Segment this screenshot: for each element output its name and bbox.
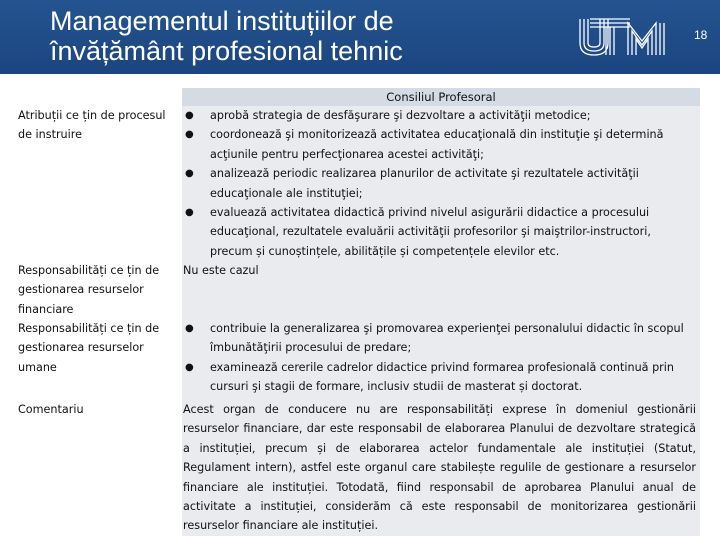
list-item xyxy=(182,358,700,397)
row-label-resurse-financiare: Responsabilități ce țin de gestionarea resurselor financiare xyxy=(18,264,160,316)
list-resurse-umane xyxy=(182,319,700,397)
bullet-icon: ● xyxy=(185,207,194,219)
list-item xyxy=(182,164,700,203)
row-label-resurse-umane: Responsabilități ce țin de gestionarea resurselor umane xyxy=(18,322,160,374)
bullet-icon: ● xyxy=(185,361,194,373)
list-item xyxy=(182,125,700,164)
responsibility-table xyxy=(18,86,700,536)
slide-header xyxy=(0,0,720,74)
page-number: 18 xyxy=(694,28,708,42)
list-item-text: aprobă strategia de desfăşurare şi dezvoltare a activităţii metodice; xyxy=(210,109,591,122)
list-instruire xyxy=(182,106,700,261)
table-heading: Consiliul Profesoral xyxy=(182,88,700,106)
resurse-financiare-text: Nu este cazul xyxy=(183,264,259,277)
row-label-instruire: Atribuții ce țin de procesul de instruire xyxy=(18,109,166,142)
bullet-icon: ● xyxy=(185,168,194,180)
bullet-icon: ● xyxy=(185,323,194,334)
slide-title-line-2: învățământ profesional tehnic xyxy=(50,36,403,66)
bullet-icon: ● xyxy=(185,129,194,141)
list-item-text: analizează periodic realizarea planurilor de activitate şi rezultatele activităţii educaţionale ale instituţiei; xyxy=(210,167,639,200)
list-item-text: contribuie la generalizarea şi promovarea experienţei personalului didactic în scopul îmbunătăţirii procesului de predare; xyxy=(210,322,684,355)
list-item xyxy=(182,203,700,261)
comment-text: Acest organ de conducere nu are responsabilități exprese în domeniul gestionării resurselor financiare, dar este responsabil de elaborarea Planului de dezvoltare strategică a instituției, precum și de elaborarea actelor fundamentale ale instituției (Statut, Regulament intern), astfel este organul care stabilește regulile de gestionare a resurselor financiare ale instituției. Totodată, fiind responsabil de aprobarea Planului anual de activitate a instituției, considerăm că este responsabil de monitorizarea gestionării resurselor financiare ale instituției. xyxy=(183,403,696,533)
row-label-comentariu: Comentariu xyxy=(18,403,84,416)
list-item xyxy=(182,106,700,125)
list-item-text: evaluează activitatea didactică privind nivelul asigurării didactice a procesului educaţional, rezultatele evaluării activităţii profesorilor şi maiştrilor-instructori, precum și cunoștințele, abilitățile și competențele elevilor etc. xyxy=(210,206,651,258)
list-item xyxy=(182,319,700,358)
list-item-text: coordonează şi monitorizează activitatea educaţională din instituţie şi determină acţiunile pentru perfecţionarea acestei activităţi; xyxy=(210,128,664,161)
utm-logo xyxy=(576,13,668,61)
slide-title xyxy=(50,6,530,66)
slide-title-line-1: Managementul instituțiilor de xyxy=(50,6,394,36)
bullet-icon: ● xyxy=(185,110,194,121)
list-item-text: examinează cererile cadrelor didactice privind formarea profesională continuă prin cursuri şi stagii de formare, inclusiv studii de masterat și doctorat. xyxy=(210,360,674,394)
